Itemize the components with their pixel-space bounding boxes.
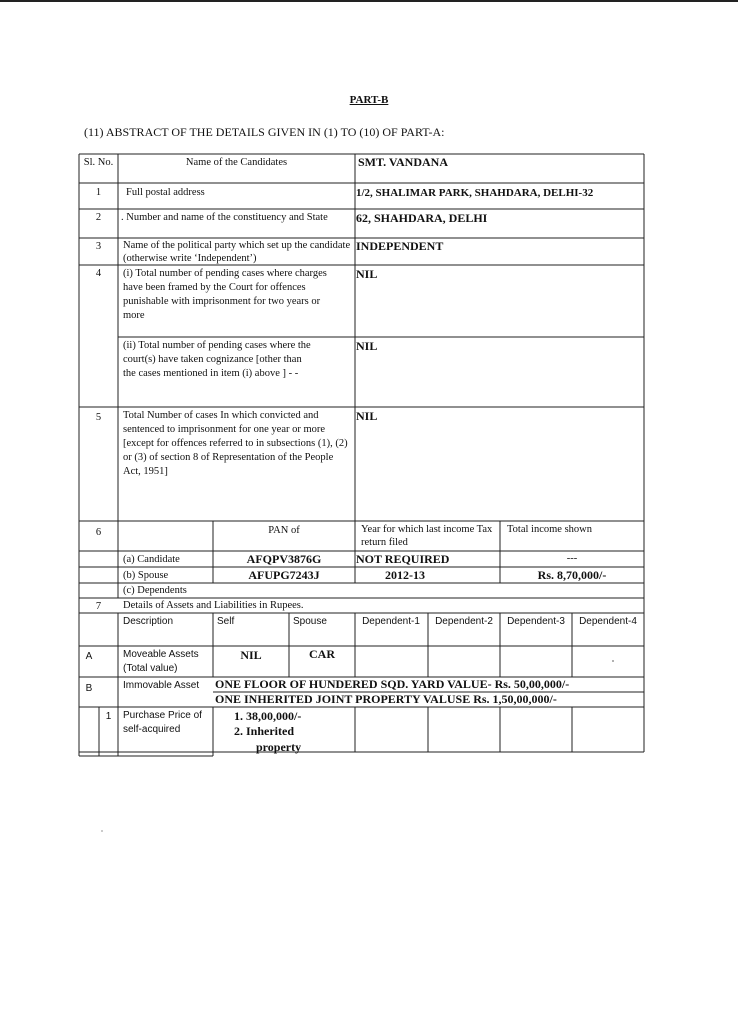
- col-spouse: Spouse: [293, 616, 327, 627]
- row2-sl: 2: [95, 212, 102, 223]
- row-b1-num: 1: [105, 711, 112, 722]
- row4-label-i: (i) Total number of pending cases where charges have been framed by the Court for offences punishable with imprisonment for two years or more: [123, 268, 327, 321]
- spouse-income: Rs. 8,70,000/-: [537, 568, 607, 582]
- spouse-itr-year: 2012-13: [385, 568, 425, 582]
- immovable-asset-label: Immovable Asset: [123, 680, 200, 691]
- candidate-itr-year: NOT REQUIRED: [356, 552, 450, 566]
- row5-value: NIL: [356, 409, 378, 423]
- row7-label: Details of Assets and Liabilities in Rupees.: [123, 600, 304, 611]
- row4-value-i: NIL: [356, 267, 378, 281]
- candidate-label: (a) Candidate: [123, 554, 180, 565]
- candidate-pan: AFQPV3876G: [246, 552, 322, 566]
- col-description: Description: [123, 616, 174, 627]
- purchase-item-1: 1. 38,00,000/-: [234, 709, 302, 723]
- col-dependent-1: Dependent-1: [362, 616, 420, 627]
- row1-sl: 1: [95, 187, 102, 198]
- page-heading: PART-B: [349, 94, 389, 106]
- scan-speck: [101, 830, 103, 832]
- moveable-self: NIL: [240, 648, 262, 662]
- row-b-letter: B: [85, 683, 93, 694]
- row7-sl: 7: [95, 601, 102, 612]
- row2-label: . Number and name of the constituency and State: [121, 212, 328, 223]
- col-dependent-3: Dependent-3: [507, 616, 565, 627]
- scan-speck: [612, 660, 614, 662]
- col-dependent-4: Dependent-4: [579, 616, 637, 627]
- row5-sl: 5: [95, 412, 102, 423]
- total-income-header: Total income shown: [507, 524, 592, 535]
- purchase-price-label: Purchase Price of self-acquired: [123, 710, 202, 735]
- row3-value: INDEPENDENT: [356, 239, 444, 253]
- purchase-item-2: 2. Inherited: [234, 724, 294, 738]
- purchase-item-2-cont: property: [256, 740, 302, 754]
- row4-sl: 4: [95, 268, 102, 279]
- abstract-title: (11) ABSTRACT OF THE DETAILS GIVEN IN (1) TO (10) OF PART-A:: [84, 125, 445, 139]
- col-self: Self: [217, 616, 235, 627]
- spouse-pan: AFUPG7243J: [248, 568, 320, 582]
- itr-year-header: Year for which last income Tax return filed: [361, 524, 493, 548]
- dependents-label: (c) Dependents: [123, 585, 187, 596]
- row1-label: Full postal address: [126, 187, 205, 198]
- moveable-assets-label: Moveable Assets (Total value): [123, 649, 199, 674]
- moveable-spouse: CAR: [309, 647, 335, 661]
- row4-label-ii: (ii) Total number of pending cases where the court(s) have taken cognizance [other than the cases mentioned in item (i) above ] - -: [123, 340, 311, 379]
- row4-value-ii: NIL: [356, 339, 378, 353]
- pan-header: PAN of: [268, 525, 300, 536]
- spouse-label: (b) Spouse: [123, 570, 169, 581]
- immovable-line-1: ONE FLOOR OF HUNDERED SQD. YARD VALUE- Rs. 50,00,000/-: [215, 677, 570, 691]
- candidate-header: Name of the Candidates: [185, 157, 288, 168]
- candidate-income: ---: [566, 553, 578, 564]
- immovable-line-2: ONE INHERITED JOINT PROPERTY VALUSE Rs. 1,50,00,000/-: [215, 692, 557, 706]
- sl-no-header: Sl. No.: [83, 157, 114, 168]
- row6-sl: 6: [95, 527, 102, 538]
- row3-label: Name of the political party which set up the candidate (otherwise write ‘Independent’): [123, 240, 351, 264]
- row3-sl: 3: [95, 241, 102, 252]
- row1-value: 1/2, SHALIMAR PARK, SHAHDARA, DELHI-32: [356, 187, 594, 199]
- row5-label: Total Number of cases In which convicted and sentenced to imprisonment for one year or more [except for offences referred to in subsections (1), (2) or (3) of section 8 of Representation of the People Act, 1951]: [123, 410, 348, 477]
- row-a-letter: A: [85, 651, 93, 662]
- row2-value: 62, SHAHDARA, DELHI: [356, 211, 488, 225]
- col-dependent-2: Dependent-2: [435, 616, 493, 627]
- candidate-name: SMT. VANDANA: [358, 155, 449, 169]
